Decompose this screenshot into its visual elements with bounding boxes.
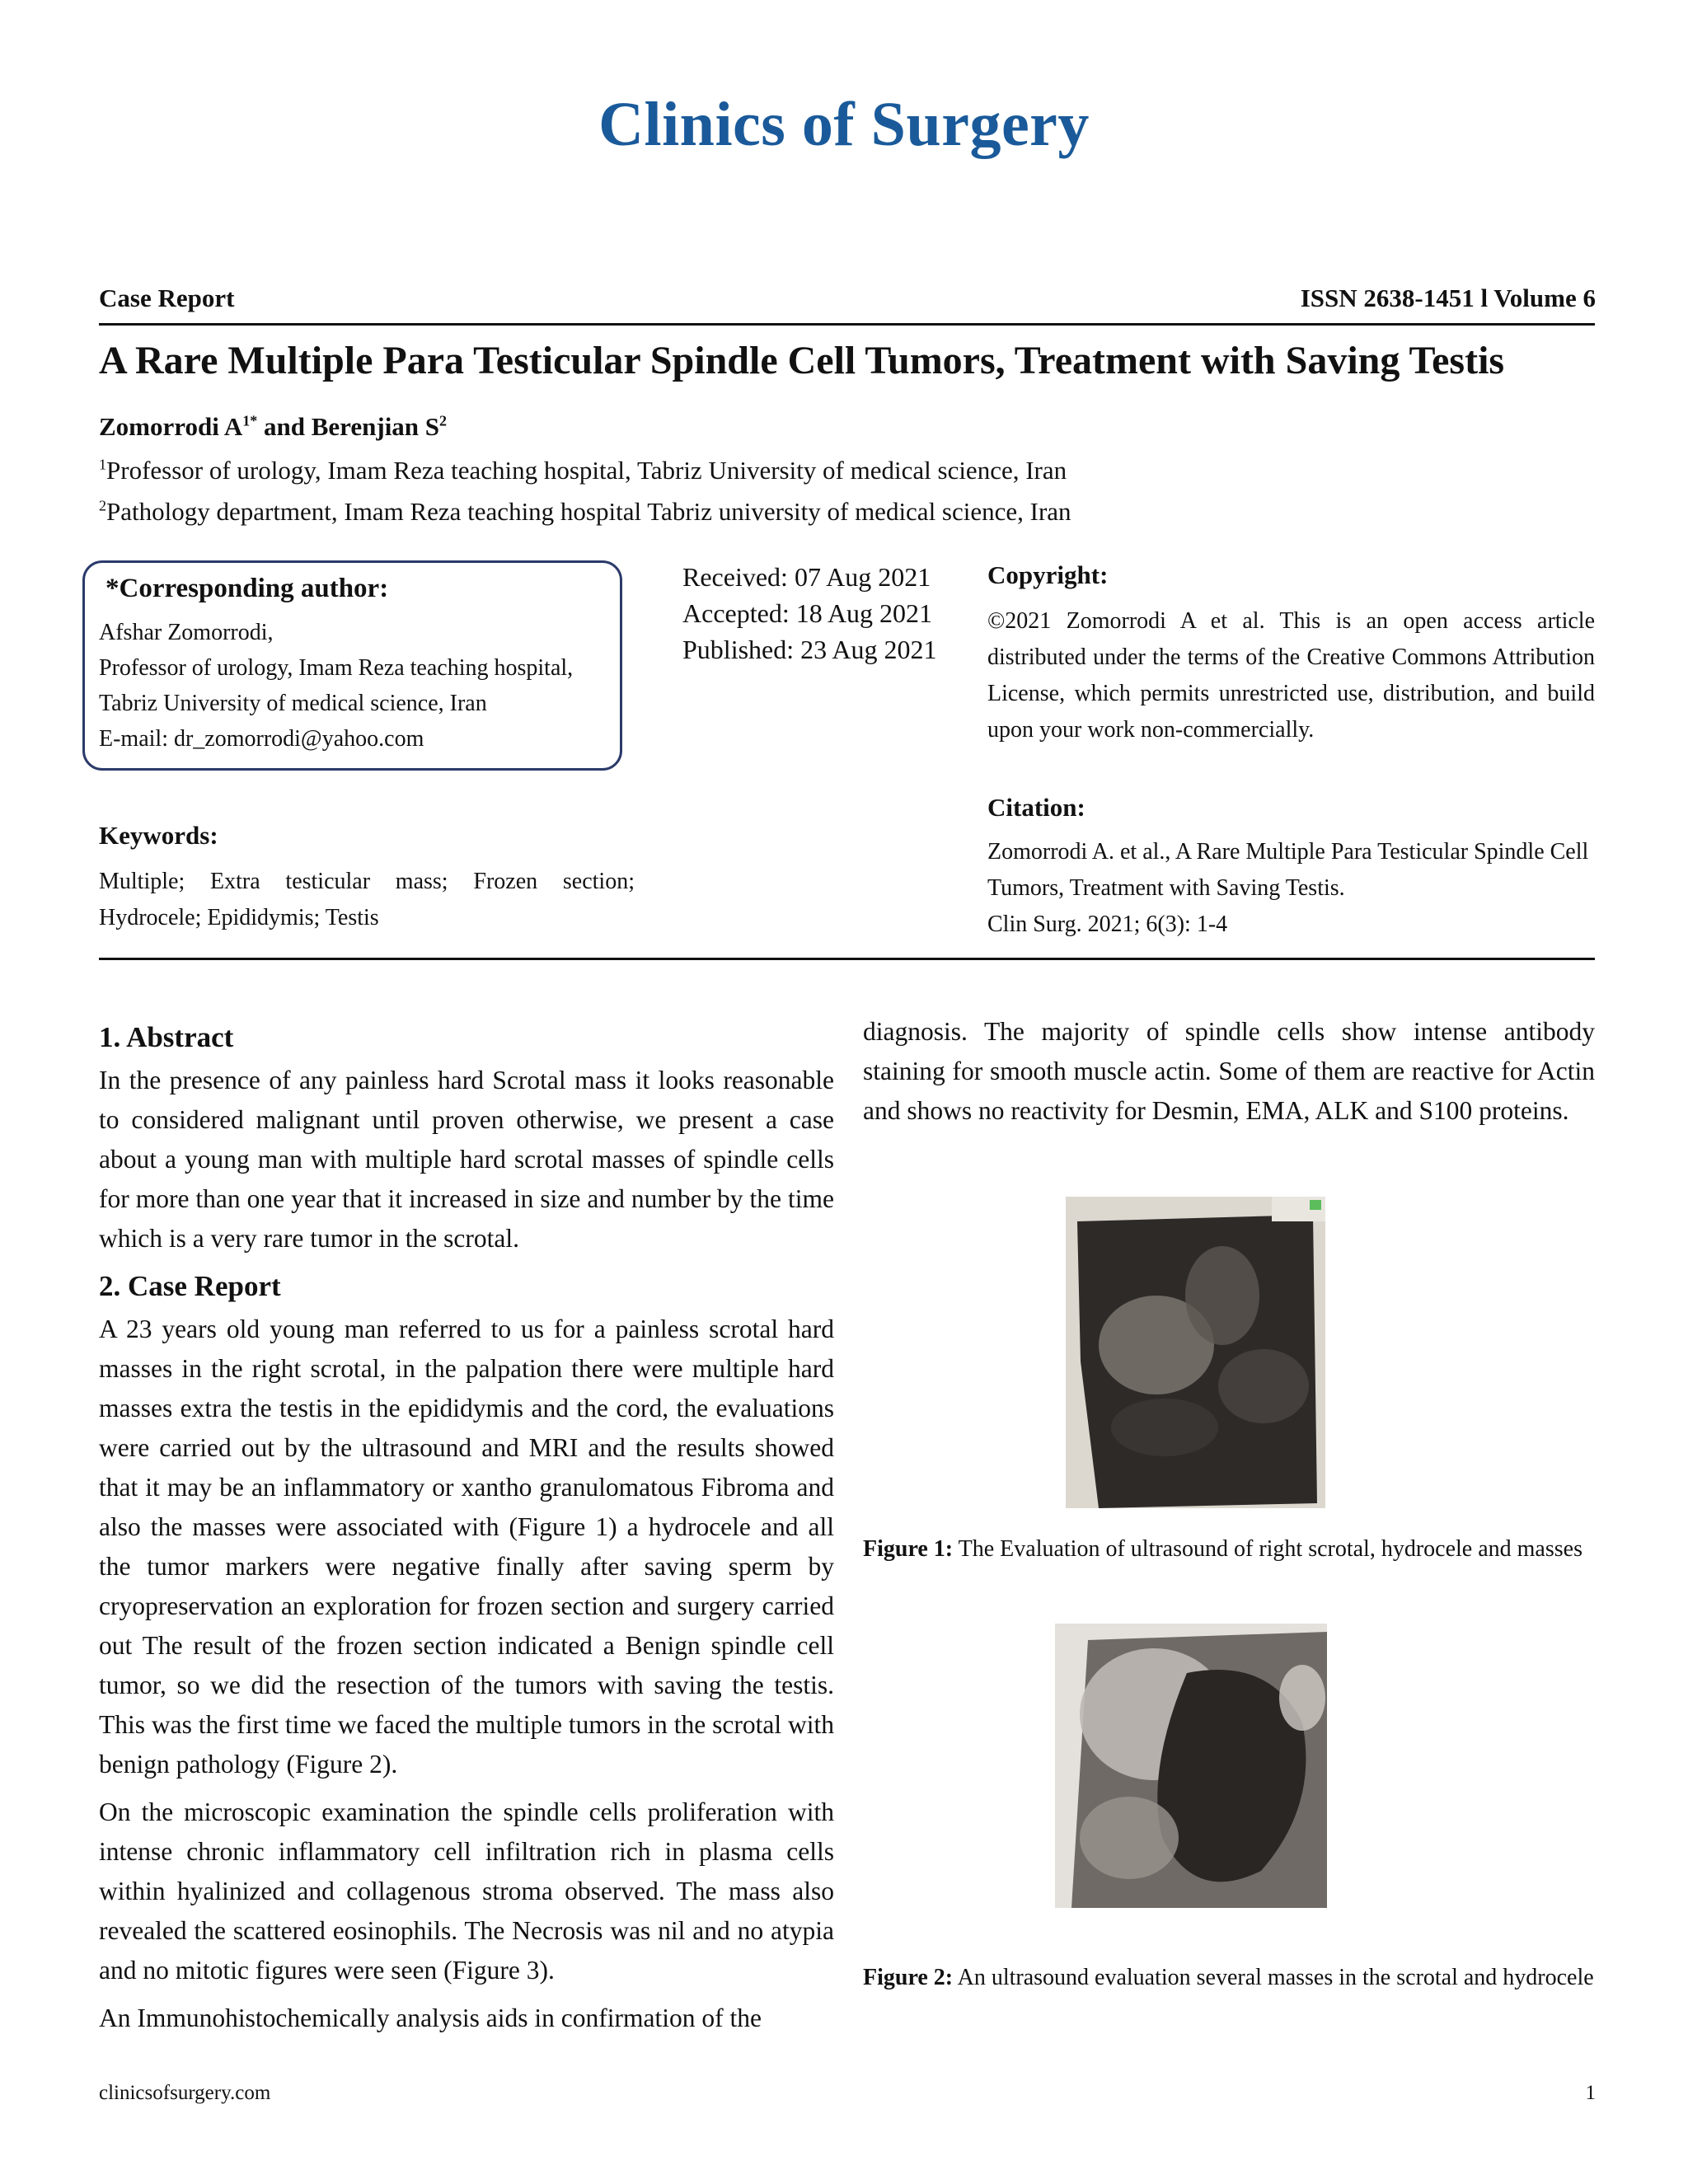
published-date: Published: 23 Aug 2021	[682, 635, 937, 664]
corresponding-author-heading: *Corresponding author:	[106, 574, 389, 603]
corresponding-author-name: Afshar Zomorrodi,	[99, 620, 274, 645]
copyright-heading: Copyright:	[987, 560, 1109, 589]
case-paragraph-1: A 23 years old young man referred to us for a painless scrotal hard masses in the right scrotal, in the palpation there were multiple hard masses extra the testis in the epididymis and the cord, the evaluations were carried out by the ultrasound and MRI and the results showed that it may be an inflammatory or xantho granulomatous Fibroma and also the masses were associated with (Figure 1) a hydrocele and all the tumor markers were negative finally after saving sperm by cryopreservation an exploration for frozen section and surgery carried out The result of the frozen section indicated a Benign spindle cell tumor, so we did the resection of the tumors with saving the testis. This was the first time we faced the multiple tumors in the scrotal with benign pathology (Figure 2).	[99, 1315, 834, 1779]
left-column	[99, 1018, 834, 2046]
corresponding-author-email[interactable]: E-mail: dr_zomorrodi@yahoo.com	[99, 726, 424, 752]
right-column	[863, 1012, 1595, 1139]
abstract-heading: 1. Abstract	[99, 1021, 234, 1053]
received-date: Received: 07 Aug 2021	[682, 562, 931, 592]
footer-page-number: 1	[1585, 2082, 1596, 2104]
abstract-paragraph: In the presence of any painless hard Scrotal mass it looks reasonable to considered malignant until proven otherwise, we present a case about a young man with multiple hard scrotal masses of spindle cells for more than one year that it increased in size and number by the time which is a very rare tumor in the scrotal.	[99, 1066, 834, 1253]
article-type: Case Report	[99, 284, 235, 312]
citation-line1: Zomorrodi A. et al., A Rare Multiple Para Testicular Spindle Cell Tumors, Treatment with Saving Testis.	[987, 839, 1589, 901]
keywords-heading: Keywords:	[99, 821, 218, 850]
case-paragraph-2: On the microscopic examination the spindle cells proliferation with intense chronic inflammatory cell infiltration rich in plasma cells within hyalinized and collagenous stroma observed. The mass also revealed the scattered eosinophils. The Necrosis was nil and no atypia and no mitotic figures were seen (Figure 3).	[99, 1797, 834, 1985]
journal-title: Clinics of Surgery	[598, 90, 1090, 159]
figure-1-caption-text: The Evaluation of ultrasound of right scrotal, hydrocele and masses	[953, 1536, 1582, 1562]
figure-1-graphic	[1066, 1197, 1325, 1508]
copyright-text: ©2021 Zomorrodi A et al. This is an open access article distributed under the terms of the Creative Commons Attribution License, which permits unrestricted use, distribution, and build upon your work non-commercially.	[987, 608, 1595, 743]
affiliation-1: $^1$Professor of urology, Imam Reza teaching hospital, Tabriz University of medical science, Iran	[99, 456, 1067, 485]
figure-1-caption	[863, 1531, 1595, 1568]
figure-2-ultrasound-image	[1055, 1624, 1327, 1908]
footer-website[interactable]: clinicsofsurgery.com	[99, 2082, 271, 2104]
citation-heading: Citation:	[987, 793, 1085, 822]
article-title: A Rare Multiple Para Testicular Spindle Cell Tumors, Treatment with Saving Testis	[99, 339, 1505, 382]
figure-2-label: Figure 2:	[863, 1965, 954, 1990]
figure-2-graphic	[1055, 1624, 1327, 1908]
figure-1-ultrasound-image	[1066, 1197, 1325, 1508]
figure-2-caption-text: An ultrasound evaluation several masses in the scrotal and hydrocele	[953, 1965, 1594, 1990]
figure-1-label: Figure 1:	[863, 1536, 954, 1562]
case-paragraph-3: An Immunohistochemically analysis aids in confirmation of the	[99, 2004, 762, 2032]
accepted-date: Accepted: 18 Aug 2021	[682, 598, 933, 628]
author-1: Zomorrodi A	[99, 412, 243, 441]
header-rule	[99, 323, 1595, 326]
section-rule	[99, 958, 1595, 960]
author-2: and Berenjian S	[257, 412, 440, 441]
citation-text	[987, 834, 1595, 943]
author-2-sup: 2	[439, 412, 448, 429]
corresponding-author-line2: Tabriz University of medical science, Iran	[99, 691, 487, 716]
affiliation-2: $^2$Pathology department, Imam Reza teaching hospital Tabriz university of medical science, Iran	[99, 497, 1071, 526]
citation-line2: Clin Surg. 2021; 6(3): 1-4	[987, 912, 1228, 937]
case-report-heading: 2. Case Report	[99, 1270, 281, 1302]
corresponding-author-line1: Professor of urology, Imam Reza teaching hospital,	[99, 655, 574, 681]
keywords-text: Multiple; Extra testicular mass; Frozen section; Hydrocele; Epididymis; Testis	[99, 869, 635, 930]
issn-volume: ISSN 2638-1451 l Volume 6	[1300, 284, 1596, 312]
figure-2-caption	[863, 1960, 1595, 1996]
authors	[99, 412, 447, 442]
author-1-sup: 1*	[242, 412, 258, 429]
diagnosis-paragraph: diagnosis. The majority of spindle cells show intense antibody staining for smooth muscle actin. Some of them are reactive for Actin and shows no reactivity for Desmin, EMA, ALK and S100 proteins.	[863, 1017, 1595, 1125]
